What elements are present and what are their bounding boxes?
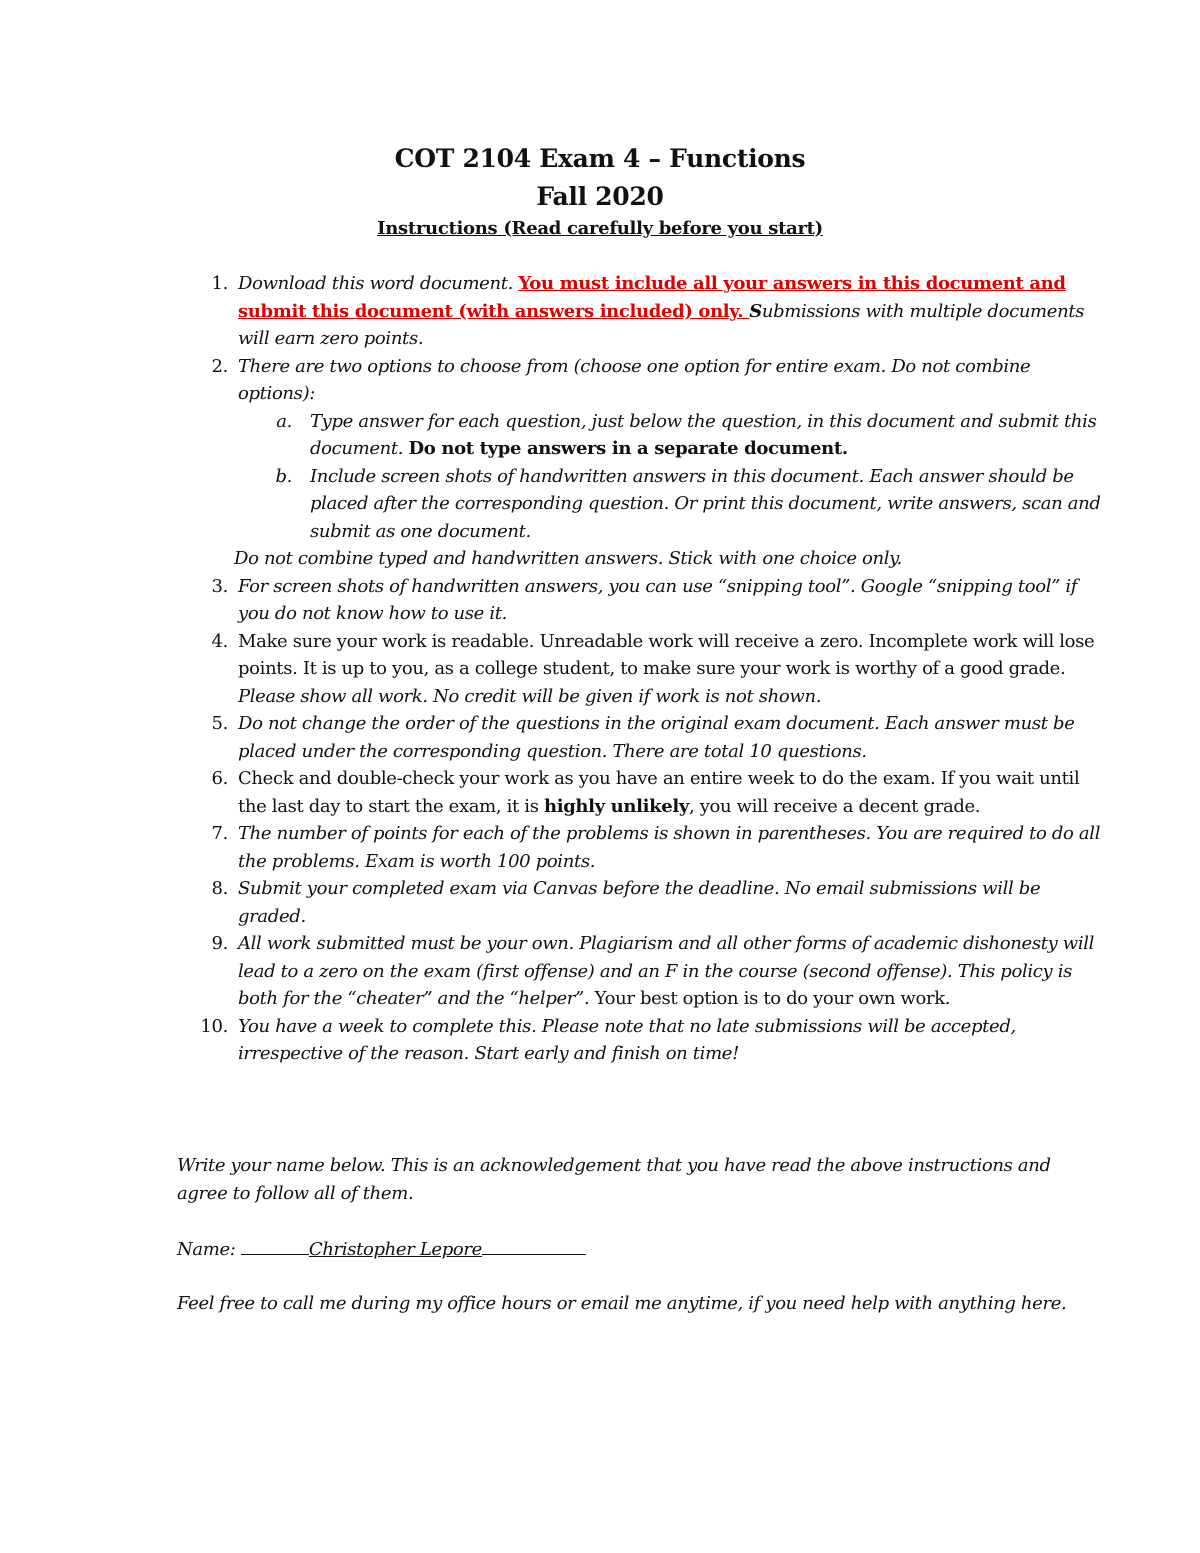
item-text: Submit your completed exam via Canvas before the deadline. No email submissions will be graded.: [238, 878, 1041, 927]
exam-title: COT 2104 Exam 4 – Functions: [394, 144, 806, 173]
option-letter: b.: [275, 465, 292, 487]
item-text: There are two options to choose from (choose one option for entire exam. Do not combine options):: [238, 355, 1031, 404]
instructions-heading: Instructions (Read carefully before you start): [377, 218, 823, 239]
item-number: 3.: [211, 575, 228, 597]
item-number: 5.: [211, 713, 228, 734]
item-number: 4.: [211, 630, 228, 652]
option-text: Include screen shots of handwritten answers in this document. Each answer should be placed after the corresponding question. Or print this document, write answers, scan and submit as one document.: [310, 465, 1101, 542]
item-text: Check and double-check your work as you have an entire week to do the exam. If you wait until the last day to start the exam, it is: [238, 768, 1080, 817]
instruction-item-4: [211, 628, 1108, 711]
acknowledgement-text: Write your name below. This is an acknowledgement that you have read the above instructions and agree to follow all of them.: [177, 1155, 1051, 1204]
item-number: 6.: [211, 768, 228, 789]
instruction-item-8: [211, 875, 1108, 930]
instruction-item-2: [211, 353, 1108, 573]
item-text: Do not change the order of the questions in the original exam document. Each answer must be placed under the corresponding question. There are total 10 questions.: [238, 713, 1075, 762]
instruction-item-3: [211, 573, 1108, 628]
item-number: 7.: [211, 823, 228, 844]
name-blank-left: [241, 1234, 309, 1255]
item-number: 8.: [211, 878, 228, 899]
name-label: Name:: [177, 1239, 241, 1260]
instruction-item-10: [200, 1013, 1108, 1068]
option-letter: a.: [276, 410, 292, 432]
instruction-item-9: [211, 930, 1108, 1013]
name-blank-right: [482, 1234, 586, 1255]
instruction-item-7: [211, 820, 1108, 875]
item-text: , you will receive a decent grade.: [688, 795, 981, 817]
exam-term: Fall 2020: [536, 182, 664, 211]
option-b: [275, 463, 1108, 546]
item-text: You have a week to complete this. Please note that no late submissions will be accepted, irrespective of the reason. Start early and finish on time!: [238, 1015, 1016, 1064]
item-number: 9.: [211, 933, 228, 954]
instruction-item-1: [211, 270, 1108, 353]
option-text: Type answer for each question, just below the question, in this document and submit this document.: [310, 410, 1097, 459]
item-text-italic: Please show all work. No credit will be given if work is not shown.: [238, 685, 822, 707]
item-text-italic: All work submitted must be your own. Plagiarism and all other forms of academic dishonesty will lead to a zero on the exam (first offense) and an F in the course (second offense). This policy is both for the “cheater” and the “helper”.: [238, 933, 1095, 1009]
name-value: Christopher Lepore: [308, 1239, 482, 1260]
item-number: 1.: [211, 273, 228, 294]
item-text: Make sure your work is readable. Unreadable work will receive a zero. Incomplete work will lose points. It is up to you, as a college student, to make sure your work is worthy of a good grade.: [238, 630, 1095, 679]
item-text: ubmissions with multiple documents will earn zero points.: [238, 300, 1085, 349]
item-text: The number of points for each of the problems is shown in parentheses. You are required to do all the problems. Exam is worth 100 points.: [238, 823, 1101, 872]
important-notice: You must include all your answers in this document and submit this document (with answers included) only.: [238, 273, 1066, 322]
item-text: Download this word document.: [238, 273, 519, 294]
item-emphasis: highly unlikely: [543, 795, 689, 817]
instruction-item-6: [211, 765, 1108, 820]
option-emphasis: Do not type answers in a separate document.: [408, 438, 848, 459]
item-text: For screen shots of handwritten answers, you can use “snipping tool”. Google “snipping tool” if you do not know how to use it.: [238, 575, 1078, 624]
item-number: 2.: [211, 355, 228, 377]
instructions-list: [200, 270, 1108, 1068]
item-text: Your best option is to do your own work.: [589, 988, 951, 1009]
options-note: Do not combine typed and handwritten answers. Stick with one choice only.: [234, 548, 902, 569]
name-line: [177, 1234, 1097, 1264]
option-a: [276, 408, 1108, 463]
item-number: 10.: [200, 1015, 228, 1037]
help-text: Feel free to call me during my office hours or email me anytime, if you need help with anything here.: [177, 1293, 1067, 1314]
options-list: [238, 408, 1108, 546]
item-text: S: [749, 300, 762, 322]
instruction-item-5: [211, 710, 1108, 765]
